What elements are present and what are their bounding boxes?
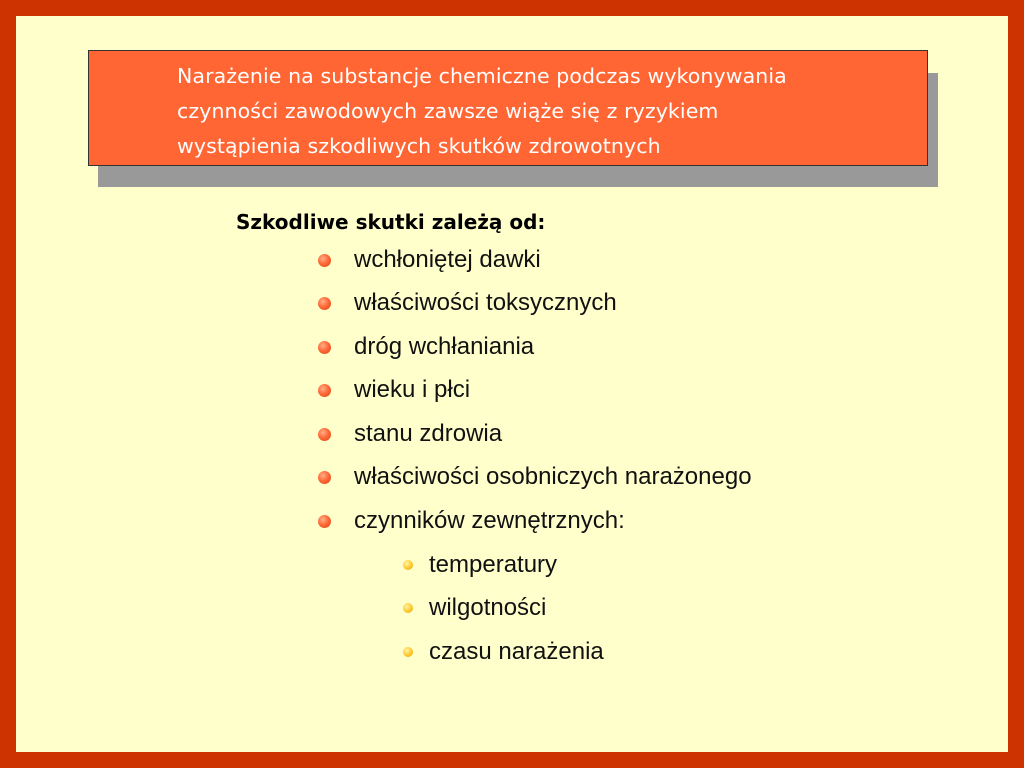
list-item-label: wieku i płci	[354, 376, 471, 403]
small-bullet-dot-icon	[403, 647, 413, 657]
slide	[16, 16, 1008, 752]
title-line: Narażenie na substancje chemiczne podczas wykonywania	[177, 64, 787, 88]
list-item-label: właściwości toksycznych	[354, 289, 617, 316]
sub-list-item-label: temperatury	[429, 551, 558, 578]
list-item-label: czynników zewnętrznych:	[354, 507, 625, 534]
small-bullet-dot-icon	[403, 603, 413, 613]
sub-list-item-label: czasu narażenia	[429, 638, 604, 665]
sub-list-item	[403, 588, 546, 628]
list-item	[318, 457, 752, 497]
list-item-label: stanu zdrowia	[354, 420, 503, 447]
bullet-dot-icon	[318, 515, 331, 528]
bullet-dot-icon	[318, 341, 331, 354]
title-text	[177, 59, 917, 164]
title-line: wystąpienia szkodliwych skutków zdrowotnych	[177, 134, 661, 158]
bullet-dot-icon	[318, 428, 331, 441]
bullet-dot-icon	[318, 254, 331, 267]
small-bullet-dot-icon	[403, 560, 413, 570]
list-item	[318, 501, 625, 541]
list-item	[318, 414, 502, 454]
bullet-dot-icon	[318, 471, 331, 484]
list-item	[318, 327, 534, 367]
list-item	[318, 240, 541, 280]
sub-list-item-label: wilgotności	[429, 594, 547, 621]
title-box	[88, 50, 928, 166]
list-item	[318, 283, 617, 323]
list-item-label: wchłoniętej dawki	[354, 246, 541, 273]
bullet-dot-icon	[318, 384, 331, 397]
title-line: czynności zawodowych zawsze wiąże się z ryzykiem	[177, 99, 719, 123]
list-item-label: dróg wchłaniania	[354, 333, 535, 360]
sub-list-item	[403, 632, 604, 672]
bullet-dot-icon	[318, 297, 331, 310]
list-heading: Szkodliwe skutki zależą od:	[236, 210, 546, 234]
list-item-label: właściwości osobniczych narażonego	[354, 463, 752, 490]
list-item	[318, 370, 470, 410]
sub-list-item	[403, 545, 557, 585]
